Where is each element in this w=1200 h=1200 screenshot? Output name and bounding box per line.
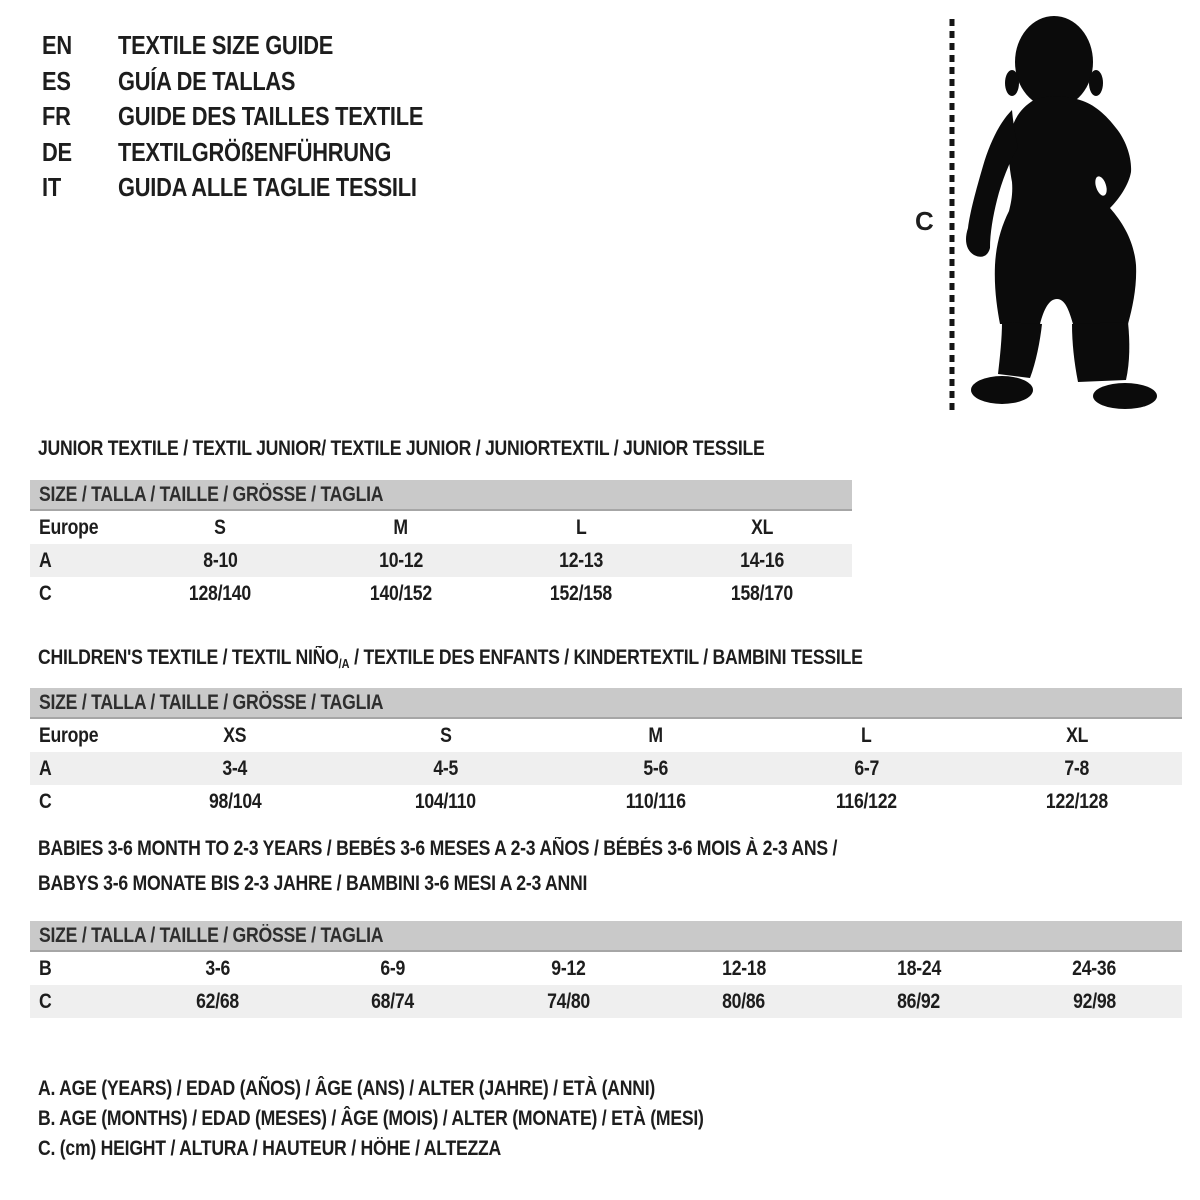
table-cell: 7-8	[1064, 756, 1090, 780]
size-header-band: SIZE / TALLA / TAILLE / GRÖSSE / TAGLIA	[30, 921, 1182, 952]
table-cell: 12-18	[721, 956, 766, 980]
table-row	[30, 577, 852, 610]
table-cell: M	[393, 515, 408, 539]
language-code: FR	[42, 101, 71, 132]
table-cell: L	[575, 515, 587, 539]
table-cell: 6-7	[854, 756, 879, 780]
row-label: A	[39, 548, 52, 572]
table-cell: 6-9	[380, 956, 406, 980]
language-code: DE	[42, 136, 72, 167]
language-code: EN	[42, 30, 72, 61]
table-row	[30, 785, 1182, 818]
children-table	[30, 688, 1182, 818]
row-label: Europe	[39, 515, 99, 539]
toddler-silhouette	[966, 16, 1157, 409]
table-cell: 116/122	[835, 789, 897, 813]
table-row	[30, 985, 1182, 1018]
table-cell: 80/86	[722, 989, 766, 1013]
legend-line-a: A. AGE (YEARS) / EDAD (AÑOS) / ÂGE (ANS) / ALTER (JAHRE) / ETÀ (ANNI)	[38, 1077, 656, 1100]
row-label: A	[39, 756, 52, 780]
table-cell: 24-36	[1072, 956, 1117, 980]
table-row	[30, 952, 1182, 985]
row-label: C	[39, 789, 52, 813]
babies-section-title: BABIES 3-6 MONTH TO 2-3 YEARS / BEBÉS 3-6 MESES A 2-3 AÑOS / BÉBÉS 3-6 MOIS À 2-3 ANS / BABYS 3-6 MONATE BIS 2-3 JAHRE / BAMBINI 3-6 MESI A 2-3 ANNI	[38, 837, 838, 895]
table-cell: 110/116	[625, 789, 687, 813]
table-cell: 4-5	[433, 756, 458, 780]
language-title: TEXTILE SIZE GUIDE	[118, 30, 334, 61]
language-code: IT	[42, 172, 61, 203]
language-code: ES	[42, 65, 71, 96]
legend-line-c: C. (cm) HEIGHT / ALTURA / HAUTEUR / HÖHE / ALTEZZA	[38, 1137, 502, 1160]
language-row	[42, 135, 481, 171]
height-measure-figure	[900, 14, 1190, 414]
junior-section-title: JUNIOR TEXTILE / TEXTIL JUNIOR/ TEXTILE JUNIOR / JUNIORTEXTIL / JUNIOR TESSILE	[38, 437, 765, 460]
table-cell: 74/80	[546, 989, 590, 1013]
table-cell: 8-10	[203, 548, 238, 572]
size-header-band: SIZE / TALLA / TAILLE / GRÖSSE / TAGLIA	[30, 688, 1182, 719]
table-cell: L	[861, 723, 872, 747]
table-row	[30, 511, 852, 544]
table-cell: 62/68	[196, 989, 240, 1013]
language-row	[42, 64, 481, 100]
babies-table	[30, 921, 1182, 1018]
table-cell: 152/158	[550, 581, 613, 605]
size-header-band: SIZE / TALLA / TAILLE / GRÖSSE / TAGLIA	[30, 480, 852, 511]
table-cell: 68/74	[371, 989, 415, 1013]
junior-table	[30, 480, 852, 610]
language-row	[42, 28, 481, 64]
table-cell: 5-6	[643, 756, 669, 780]
table-cell: 140/152	[369, 581, 432, 605]
language-title: GUÍA DE TALLAS	[118, 65, 296, 96]
table-cell: 92/98	[1072, 989, 1116, 1013]
table-cell: 10-12	[378, 548, 423, 572]
language-row	[42, 170, 481, 206]
language-title: TEXTILGRÖßENFÜHRUNG	[118, 136, 392, 167]
table-cell: 14-16	[739, 548, 784, 572]
table-cell: 12-13	[559, 548, 604, 572]
language-row	[42, 99, 481, 135]
table-cell: XS	[223, 723, 247, 747]
table-cell: XL	[750, 515, 773, 539]
table-cell: 18-24	[897, 956, 941, 980]
children-section-title: CHILDREN'S TEXTILE / TEXTIL $NIÑO_{/A}$ / TEXTILE DES ENFANTS / KINDERTEXTIL / BAMBINI TESSILE	[38, 646, 863, 671]
table-cell: M	[648, 723, 664, 747]
legend-line-b: B. AGE (MONTHS) / EDAD (MESES) / ÂGE (MOIS) / ALTER (MONATE) / ETÀ (MESI)	[38, 1107, 704, 1130]
language-title: GUIDA ALLE TAGLIE TESSILI	[118, 172, 417, 203]
table-cell: 3-4	[222, 756, 248, 780]
table-cell: 98/104	[208, 789, 262, 813]
table-row	[30, 719, 1182, 752]
row-label: Europe	[39, 723, 99, 747]
table-cell: 158/170	[730, 581, 793, 605]
table-row	[30, 752, 1182, 785]
table-cell: 3-6	[205, 956, 231, 980]
table-cell: 122/128	[1045, 789, 1108, 813]
legend	[38, 1074, 830, 1164]
row-label: C	[39, 989, 52, 1013]
table-row	[30, 544, 852, 577]
language-header	[42, 28, 481, 206]
row-label: C	[39, 581, 52, 605]
table-cell: S	[214, 515, 227, 539]
table-cell: S	[439, 723, 452, 747]
row-label: B	[39, 956, 52, 980]
table-cell: 104/110	[415, 789, 477, 813]
height-c-label: C	[915, 206, 934, 236]
table-cell: 86/92	[897, 989, 941, 1013]
table-cell: 128/140	[189, 581, 252, 605]
table-cell: 9-12	[551, 956, 586, 980]
language-title: GUIDE DES TAILLES TEXTILE	[118, 101, 424, 132]
table-cell: XL	[1065, 723, 1088, 747]
